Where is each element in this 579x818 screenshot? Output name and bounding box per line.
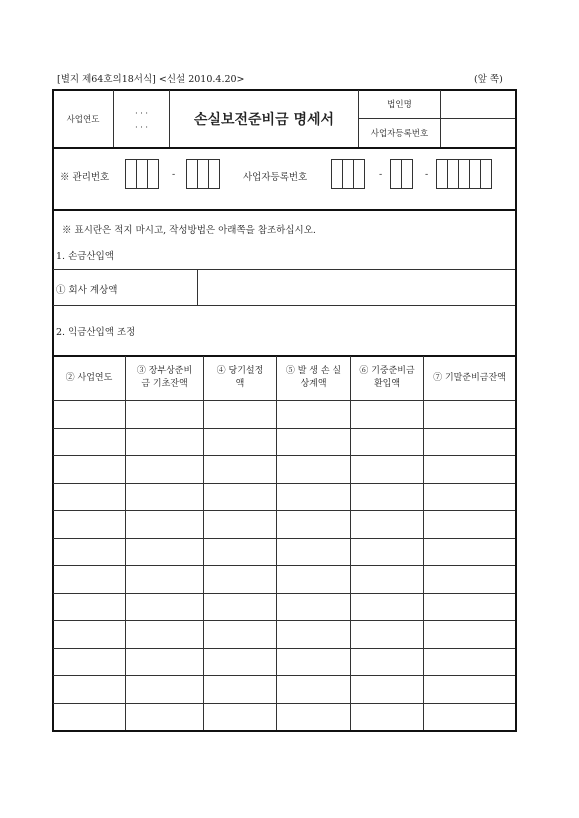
table-cell[interactable] (351, 511, 423, 538)
table-cell[interactable] (277, 621, 350, 648)
table-cell[interactable] (53, 401, 125, 428)
col-header-business-year: ② 사업연도 (65, 372, 113, 383)
table-cell[interactable] (126, 539, 203, 566)
table-cell[interactable] (204, 429, 276, 456)
table-cell[interactable] (424, 704, 514, 731)
mgmt-biz-reg-no-label: 사업자등록번호 (243, 172, 308, 183)
table-cell[interactable] (424, 566, 514, 593)
notice-text: ※ 표시란은 적지 마시고, 작성방법은 아래쪽을 참조하십시오. (62, 225, 316, 236)
table-cell[interactable] (126, 621, 203, 648)
table-cell[interactable] (204, 539, 276, 566)
table-cell[interactable] (351, 649, 423, 676)
table-cell[interactable] (204, 566, 276, 593)
table-cell[interactable] (351, 704, 423, 731)
business-year-label: 사업연도 (66, 114, 100, 125)
table-cell[interactable] (204, 649, 276, 676)
table-cell[interactable] (277, 704, 350, 731)
table-cell[interactable] (53, 649, 125, 676)
table-cell[interactable] (53, 484, 125, 511)
table-cell[interactable] (53, 594, 125, 621)
business-year-start-dots: · · · (135, 108, 148, 118)
table-cell[interactable] (424, 539, 514, 566)
biz-reg-no-dash-1: - (379, 169, 383, 180)
biz-reg-no-box[interactable] (401, 159, 413, 189)
biz-reg-no-label: 사업자등록번호 (370, 129, 429, 139)
table-cell[interactable] (277, 456, 350, 483)
col-header-reversal: ⑥ 기중준비금 환입액 (359, 366, 415, 389)
company-recorded-amount-field[interactable] (198, 270, 515, 305)
table-cell[interactable] (351, 676, 423, 703)
table-cell[interactable] (351, 401, 423, 428)
table-cell[interactable] (351, 456, 423, 483)
table-cell[interactable] (424, 401, 514, 428)
mgmt-no-box[interactable] (208, 159, 220, 189)
table-cell[interactable] (204, 511, 276, 538)
table-cell[interactable] (424, 484, 514, 511)
table-cell[interactable] (126, 594, 203, 621)
table-cell[interactable] (351, 539, 423, 566)
page-side-label: (앞 쪽) (474, 74, 503, 85)
table-cell[interactable] (126, 676, 203, 703)
table-cell[interactable] (204, 484, 276, 511)
col-header-book-opening-balance: ③ 장부상준비 금 기초잔액 (136, 366, 193, 389)
col-header-current-setup: ④ 당기설정 액 (216, 366, 264, 389)
table-cell[interactable] (204, 704, 276, 731)
section2-title: 2. 익금산입액 조정 (56, 327, 136, 338)
biz-reg-no-box[interactable] (353, 159, 365, 189)
table-cell[interactable] (204, 401, 276, 428)
table-cell[interactable] (424, 676, 514, 703)
table-cell[interactable] (277, 511, 350, 538)
table-cell[interactable] (126, 456, 203, 483)
table-cell[interactable] (53, 621, 125, 648)
table-cell[interactable] (351, 594, 423, 621)
page-title: 손실보전준비금 명세서 (193, 111, 335, 128)
table-cell[interactable] (424, 621, 514, 648)
table-cell[interactable] (277, 429, 350, 456)
table-cell[interactable] (53, 539, 125, 566)
table-cell[interactable] (53, 429, 125, 456)
table-cell[interactable] (126, 401, 203, 428)
table-cell[interactable] (126, 649, 203, 676)
table-cell[interactable] (277, 539, 350, 566)
table-cell[interactable] (277, 566, 350, 593)
biz-reg-no-box[interactable] (480, 159, 492, 189)
form-number-label: [별지 제64호의18서식] <신설 2010.4.20> (57, 74, 245, 85)
col-header-closing-balance: ⑦ 기말준비금잔액 (433, 372, 506, 383)
table-cell[interactable] (424, 594, 514, 621)
table-cell[interactable] (53, 511, 125, 538)
business-year-end-dots: · · · (135, 122, 148, 132)
table-cell[interactable] (53, 704, 125, 731)
table-cell[interactable] (204, 594, 276, 621)
table-cell[interactable] (126, 511, 203, 538)
table-cell[interactable] (204, 676, 276, 703)
table-cell[interactable] (53, 676, 125, 703)
table-cell[interactable] (53, 566, 125, 593)
table-cell[interactable] (204, 621, 276, 648)
table-cell[interactable] (351, 484, 423, 511)
table-cell[interactable] (126, 429, 203, 456)
table-cell[interactable] (424, 649, 514, 676)
corp-name-field[interactable] (441, 90, 515, 118)
biz-reg-no-dash-2: - (425, 169, 429, 180)
mgmt-no-dash: - (172, 169, 176, 180)
table-cell[interactable] (277, 594, 350, 621)
company-recorded-amount-label: ① 회사 계상액 (56, 285, 118, 296)
corp-name-label: 법인명 (387, 100, 412, 110)
table-cell[interactable] (204, 456, 276, 483)
table-cell[interactable] (277, 649, 350, 676)
table-cell[interactable] (53, 456, 125, 483)
table-cell[interactable] (126, 484, 203, 511)
table-cell[interactable] (126, 566, 203, 593)
mgmt-no-box[interactable] (147, 159, 159, 189)
table-cell[interactable] (277, 484, 350, 511)
table-cell[interactable] (351, 566, 423, 593)
mgmt-no-label: ※ 관리번호 (60, 172, 110, 183)
table-cell[interactable] (126, 704, 203, 731)
table-cell[interactable] (277, 676, 350, 703)
table-cell[interactable] (351, 621, 423, 648)
table-cell[interactable] (351, 429, 423, 456)
table-cell[interactable] (277, 401, 350, 428)
biz-reg-no-field[interactable] (441, 119, 515, 147)
table-cell[interactable] (424, 429, 514, 456)
table-cell[interactable] (424, 511, 514, 538)
table-cell[interactable] (424, 456, 514, 483)
section1-title: 1. 손금산입액 (56, 251, 114, 262)
col-header-loss-offset: ⑤ 발 생 손 실 상계액 (285, 366, 342, 389)
